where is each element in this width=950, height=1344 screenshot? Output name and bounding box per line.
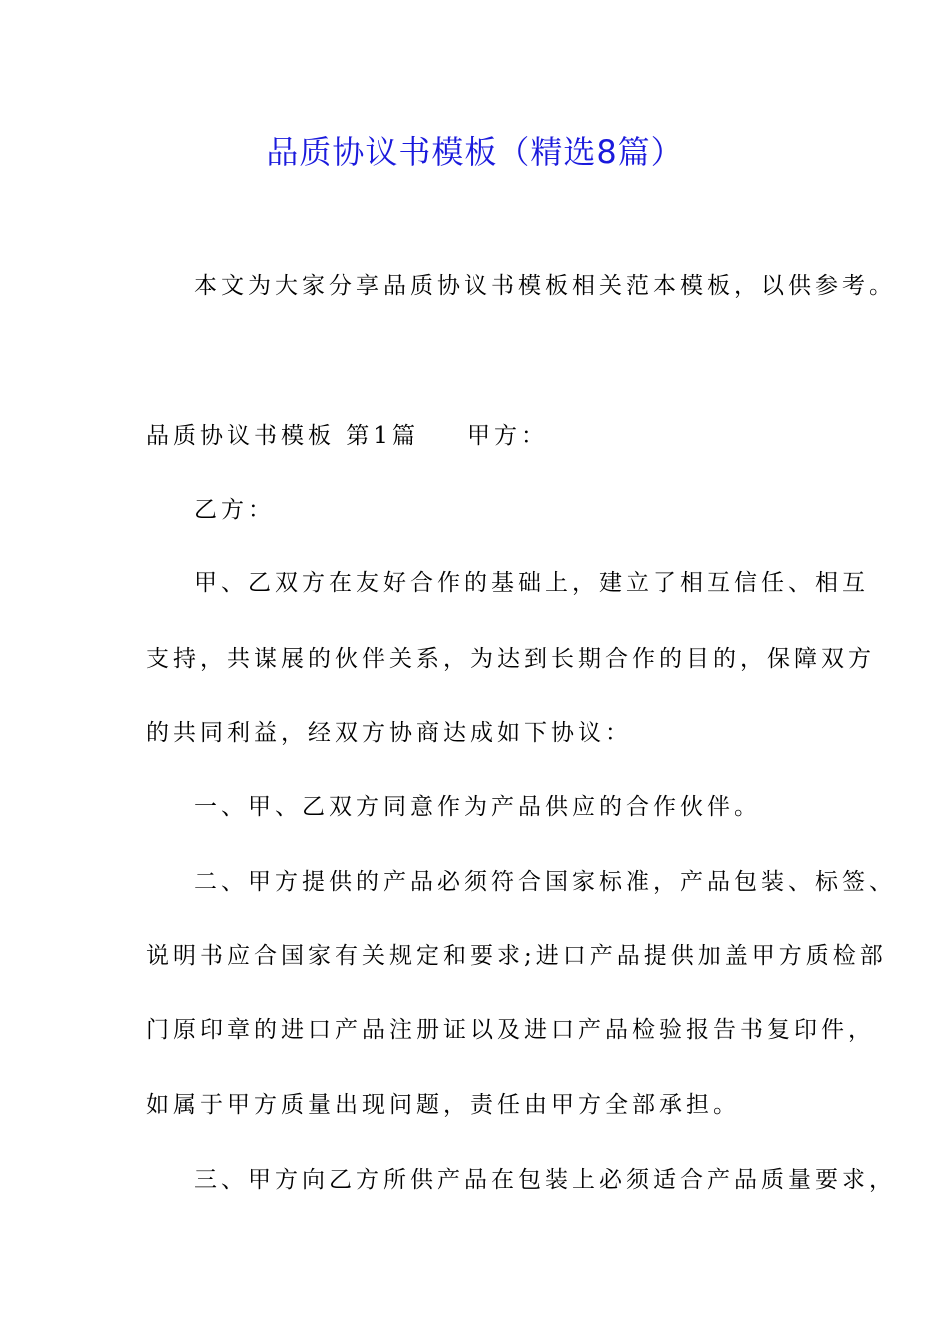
paragraph-line: 甲、乙双方在友好合作的基础上，建立了相互信任、相互 [194,570,869,596]
paragraph-line: 支持，共谋展的伙伴关系，为达到长期合作的目的，保障双方 [146,646,875,672]
clause-3: 三、甲方向乙方所供产品在包装上必须适合产品质量要求， [194,1167,896,1193]
party-a-label: 甲方： [466,423,548,449]
clause-1: 一、甲、乙双方同意作为产品供应的合作伙伴。 [194,794,761,820]
paragraph-line: 门原印章的进口产品注册证以及进口产品检验报告书复印件， [146,1017,875,1043]
clause-2: 二、甲方提供的产品必须符合国家标准，产品包装、标签、 [194,869,896,895]
section-heading: 品质协议书模板 第1篇 [146,423,419,449]
section-heading-row [146,420,548,452]
party-b-label: 乙方： [194,497,275,523]
paragraph-line: 如属于甲方质量出现问题，责任由甲方全部承担。 [146,1092,740,1118]
intro-paragraph: 本文为大家分享品质协议书模板相关范本模板，以供参考。 [194,273,896,299]
paragraph-line: 的共同利益，经双方协商达成如下协议： [146,720,632,746]
document-title: 品质协议书模板（精选8篇） [266,133,684,171]
paragraph-line: 说明书应合国家有关规定和要求;进口产品提供加盖甲方质检部 [146,943,887,969]
